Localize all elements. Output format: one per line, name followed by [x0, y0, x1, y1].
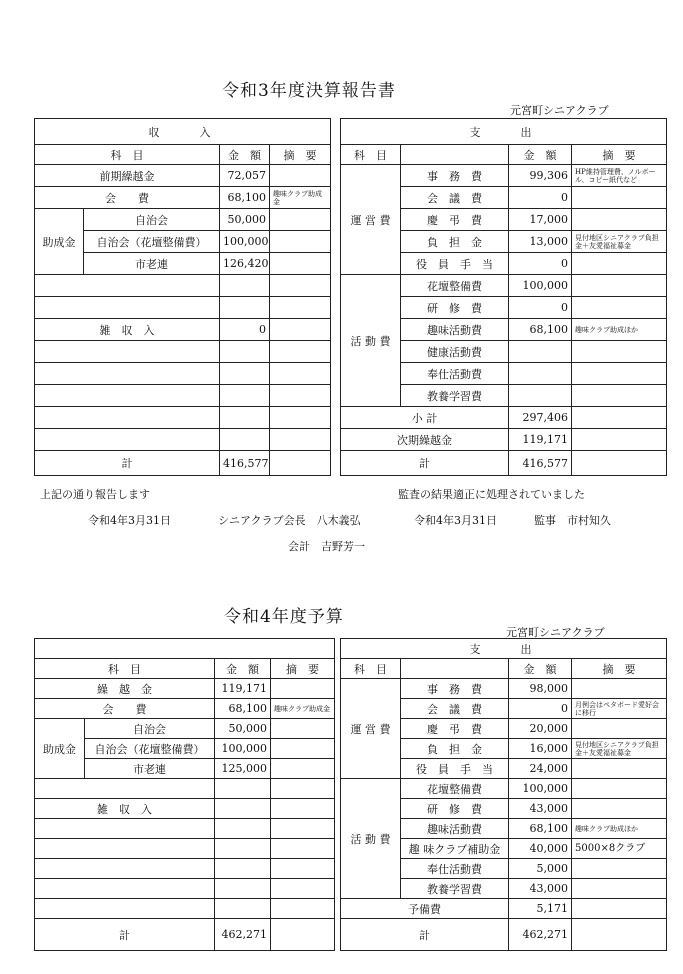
item-note	[572, 341, 667, 363]
statement-left: 上記の通り報告します	[40, 488, 150, 501]
item-amount: 68,100	[220, 187, 270, 209]
total-row	[35, 919, 335, 951]
item-note	[271, 799, 335, 819]
item-amount: 100,000	[509, 779, 572, 799]
item-note	[572, 779, 667, 799]
item-amount: 13,000	[509, 231, 572, 253]
item-note: 見付地区シニアクラブ負担金＋友愛福祉募金	[572, 739, 667, 759]
col-note: 摘 要	[270, 145, 331, 165]
item-note: 趣味クラブ助成金	[270, 187, 331, 209]
item-amount: 50,000	[215, 719, 271, 739]
item-amount: 20,000	[509, 719, 572, 739]
total-row	[341, 919, 667, 951]
treasurer-signature: 会計 吉野芳一	[288, 540, 365, 553]
item-amount: 98,000	[509, 679, 572, 699]
item-note	[572, 879, 667, 899]
date-right: 令和4年3月31日	[414, 514, 497, 527]
item-amount	[509, 385, 572, 407]
col-item: 科 目	[35, 145, 220, 165]
item-note	[572, 679, 667, 699]
item-amount: 0	[509, 699, 572, 719]
date-left: 令和4年3月31日	[88, 514, 171, 527]
act-group-label: 活 動 費	[341, 275, 401, 407]
item-amount: 43,000	[509, 799, 572, 819]
item-label: 研 修 費	[401, 799, 509, 819]
item-label: 繰 越 金	[35, 679, 215, 699]
item-amount: 0	[509, 187, 572, 209]
item-amount: 100,000	[509, 275, 572, 297]
item-amount: 72,057	[220, 165, 270, 187]
item-amount: 17,000	[509, 209, 572, 231]
item-note	[572, 759, 667, 779]
table-row	[35, 187, 331, 209]
item-note	[572, 719, 667, 739]
total-label: 計	[35, 919, 215, 951]
item-note	[572, 859, 667, 879]
table-row	[35, 699, 335, 719]
table-row	[341, 165, 667, 187]
subtotal-row	[341, 407, 667, 429]
item-note	[271, 759, 335, 779]
budget-title: 令和4年度予算	[224, 607, 344, 627]
item-label: 会 議 費	[401, 699, 509, 719]
item-label: 自治会	[85, 719, 215, 739]
item-amount: 125,000	[215, 759, 271, 779]
table-row	[341, 779, 667, 799]
item-label: 花壇整備費	[401, 275, 509, 297]
item-label	[35, 779, 215, 799]
item-label: 趣味活動費	[401, 319, 509, 341]
item-amount: 16,000	[509, 739, 572, 759]
item-note	[572, 363, 667, 385]
item-amount	[215, 779, 271, 799]
total-label: 計	[35, 451, 220, 476]
table-row	[341, 679, 667, 699]
item-label: 市老連	[85, 759, 215, 779]
item-amount: 119,171	[215, 679, 271, 699]
item-label: 自治会（花壇整備費）	[85, 739, 215, 759]
report-title: 令和3年度決算報告書	[222, 81, 396, 101]
item-amount	[509, 341, 572, 363]
chair-signature: シニアクラブ会長 八木義弘	[218, 514, 361, 527]
item-label: 奉仕活動費	[401, 363, 509, 385]
item-amount: 126,420	[220, 253, 270, 275]
item-note: 趣味クラブ助成ほか	[572, 319, 667, 341]
item-note	[572, 187, 667, 209]
table-row	[35, 275, 331, 297]
item-label: 健康活動費	[401, 341, 509, 363]
table-row	[35, 719, 335, 739]
item-amount	[509, 363, 572, 385]
expense-header: 支 出	[341, 119, 667, 145]
item-note	[270, 253, 331, 275]
item-label: 教養学習費	[401, 385, 509, 407]
item-amount: 68,100	[509, 819, 572, 839]
club-name: 元宮町シニアクラブ	[506, 626, 605, 639]
item-amount	[215, 799, 271, 819]
carry-row	[341, 429, 667, 451]
item-note	[271, 779, 335, 799]
col-amount: 金 額	[509, 659, 572, 679]
report-expense-table	[340, 118, 667, 476]
item-note	[270, 209, 331, 231]
item-amount: 99,306	[509, 165, 572, 187]
item-amount: 100,000	[220, 231, 270, 253]
budget-income-table	[34, 638, 335, 951]
item-label: 慶 弔 費	[401, 719, 509, 739]
item-label: 会 費	[35, 699, 215, 719]
item-label: 負 担 金	[401, 231, 509, 253]
item-note	[270, 231, 331, 253]
item-label: 役 員 手 当	[401, 253, 509, 275]
item-label: 趣味活動費	[401, 819, 509, 839]
item-amount	[220, 297, 270, 319]
total-row	[35, 451, 331, 476]
item-note: 5000×8クラブ	[572, 839, 667, 859]
item-amount: 50,000	[220, 209, 270, 231]
subsidy-label: 助成金	[35, 719, 85, 779]
item-label: 自治会（花壇整備費）	[84, 231, 220, 253]
item-amount	[220, 275, 270, 297]
item-label: 慶 弔 費	[401, 209, 509, 231]
item-note: 月例会はペタボード愛好会に移行	[572, 699, 667, 719]
expense-total: 416,577	[509, 451, 572, 476]
subtotal-label: 小 計	[341, 407, 509, 429]
item-label: 自治会	[84, 209, 220, 231]
item-label: 教養学習費	[401, 879, 509, 899]
act-group-label: 活 動 費	[341, 779, 401, 899]
item-label: 趣 味クラブ補助金	[401, 839, 509, 859]
item-note: HP維持管理費、ノルボール、コピー紙代など	[572, 165, 667, 187]
table-row	[35, 679, 335, 699]
item-amount: 5,000	[509, 859, 572, 879]
item-label: 役 員 手 当	[401, 759, 509, 779]
income-total: 462,271	[215, 919, 271, 951]
item-note: 趣味クラブ助成ほか	[572, 819, 667, 839]
table-row	[35, 165, 331, 187]
item-amount: 40,000	[509, 839, 572, 859]
col-amount: 金 額	[509, 145, 572, 165]
item-amount: 0	[509, 297, 572, 319]
club-name: 元宮町シニアクラブ	[510, 104, 609, 117]
item-label	[35, 297, 220, 319]
total-label: 計	[341, 919, 509, 951]
report-income-table	[34, 118, 331, 476]
item-note: 趣味クラブ助成金	[271, 699, 335, 719]
reserve-amount: 5,171	[509, 899, 572, 919]
table-row	[35, 297, 331, 319]
income-header: 収 入	[35, 119, 331, 145]
item-label: 研 修 費	[401, 297, 509, 319]
item-note	[572, 799, 667, 819]
item-note	[572, 253, 667, 275]
col-note: 摘 要	[572, 659, 667, 679]
table-row	[35, 319, 331, 341]
subtotal-amount: 297,406	[509, 407, 572, 429]
item-amount: 68,100	[509, 319, 572, 341]
subsidy-label: 助成金	[35, 209, 84, 275]
item-note	[572, 209, 667, 231]
op-group-label: 運 営 費	[341, 679, 401, 779]
item-note	[270, 165, 331, 187]
reserve-label: 予備費	[341, 899, 509, 919]
total-label: 計	[341, 451, 509, 476]
item-note	[271, 719, 335, 739]
item-note	[271, 679, 335, 699]
income-total: 416,577	[220, 451, 270, 476]
item-amount: 68,100	[215, 699, 271, 719]
item-label: 奉仕活動費	[401, 859, 509, 879]
item-note	[572, 385, 667, 407]
col-note: 摘 要	[572, 145, 667, 165]
item-label: 会 議 費	[401, 187, 509, 209]
item-note: 見付地区シニアクラブ負担金＋友愛福祉募金	[572, 231, 667, 253]
table-row	[35, 209, 331, 231]
item-label: 事 務 費	[401, 679, 509, 699]
expense-total: 462,271	[509, 919, 572, 951]
item-note	[271, 739, 335, 759]
reserve-row	[341, 899, 667, 919]
budget-expense-table	[340, 638, 667, 951]
item-label: 負 担 金	[401, 739, 509, 759]
item-label: 雑 収 入	[35, 799, 215, 819]
col-note: 摘 要	[271, 659, 335, 679]
statement-right: 監査の結果適正に処理されていました	[398, 488, 585, 501]
col-item: 科 目	[35, 659, 215, 679]
carry-label: 次期繰越金	[341, 429, 509, 451]
item-label: 花壇整備費	[401, 779, 509, 799]
item-amount: 24,000	[509, 759, 572, 779]
total-row	[341, 451, 667, 476]
table-row	[35, 779, 335, 799]
table-row	[35, 799, 335, 819]
item-label: 市老連	[84, 253, 220, 275]
col-amount: 金 額	[220, 145, 270, 165]
item-amount: 0	[509, 253, 572, 275]
item-note	[572, 297, 667, 319]
col-item: 科 目	[341, 659, 401, 679]
col-item: 科 目	[341, 145, 401, 165]
op-group-label: 運 営 費	[341, 165, 401, 275]
item-label: 会 費	[35, 187, 220, 209]
item-label	[35, 275, 220, 297]
col-amount: 金 額	[215, 659, 271, 679]
carry-amount: 119,171	[509, 429, 572, 451]
item-amount: 0	[220, 319, 270, 341]
item-note	[270, 275, 331, 297]
item-label: 事 務 費	[401, 165, 509, 187]
expense-header: 支 出	[341, 639, 667, 659]
item-label: 雑 収 入	[35, 319, 220, 341]
auditor-signature: 監事 市村知久	[534, 514, 611, 527]
table-row	[341, 275, 667, 297]
item-amount: 43,000	[509, 879, 572, 899]
item-amount: 100,000	[215, 739, 271, 759]
item-note	[270, 297, 331, 319]
item-label: 前期繰越金	[35, 165, 220, 187]
item-note	[572, 275, 667, 297]
item-note	[270, 319, 331, 341]
